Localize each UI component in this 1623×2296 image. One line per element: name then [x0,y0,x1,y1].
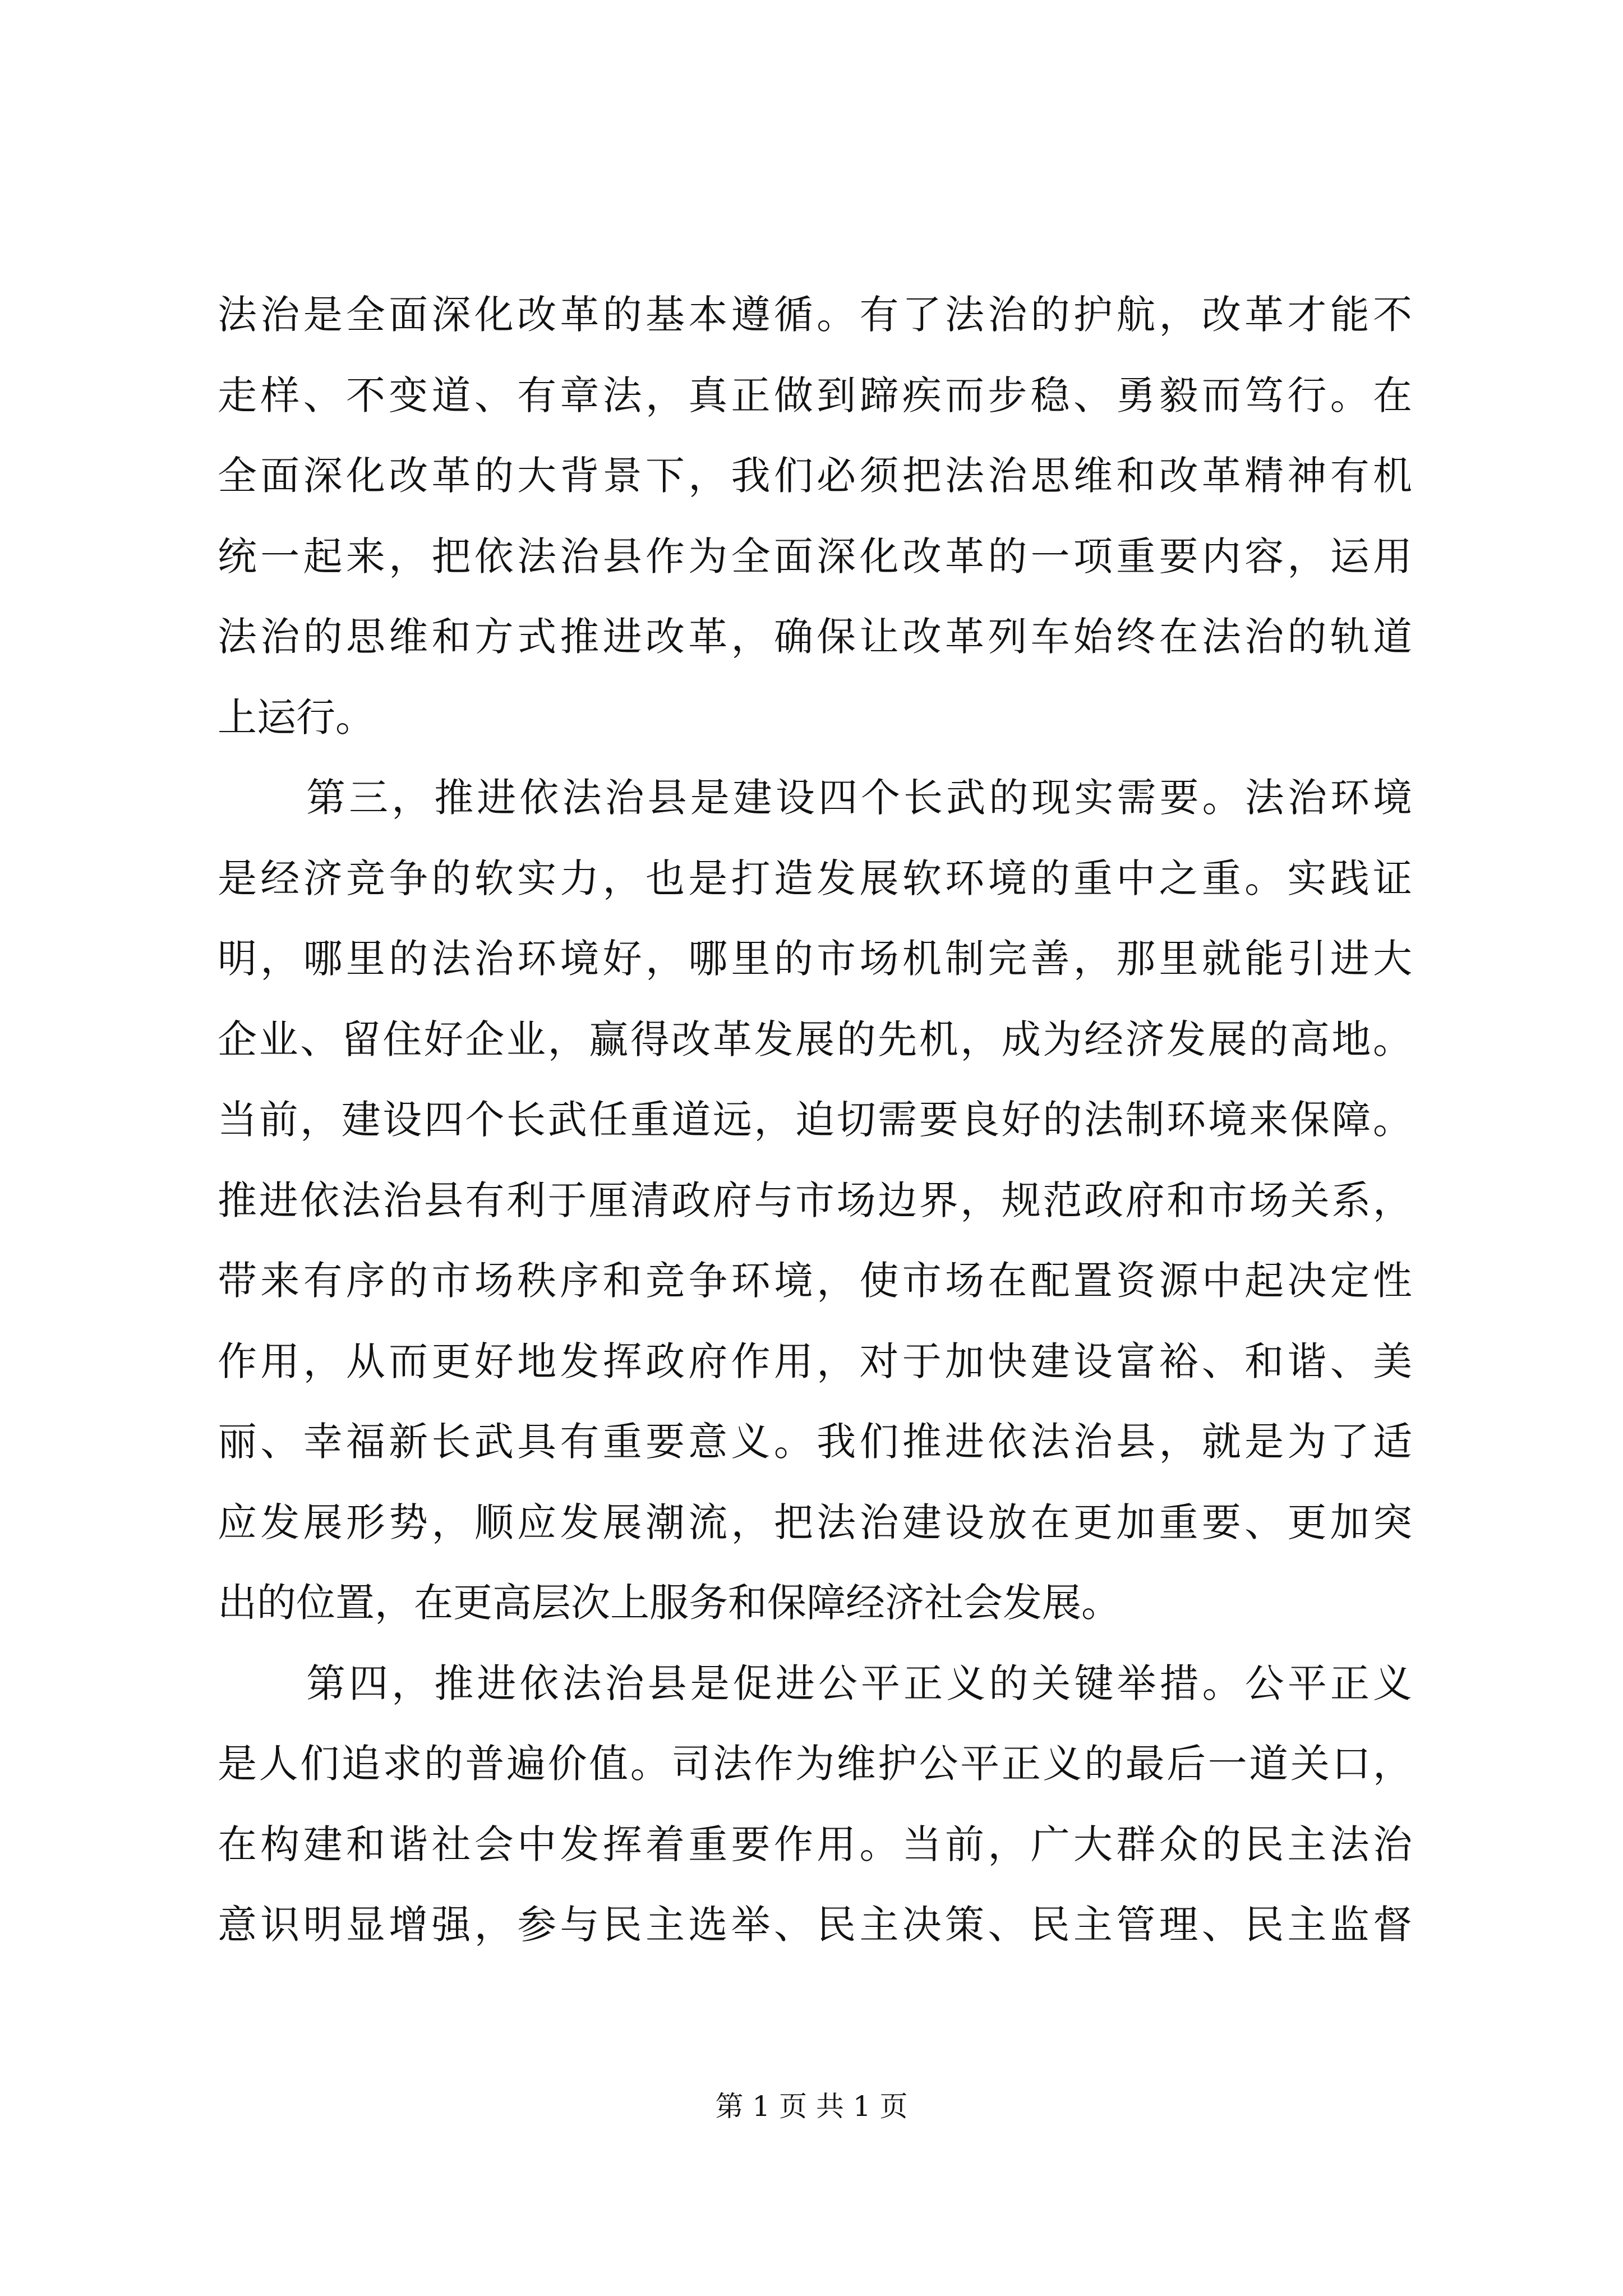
paragraph-first-line: 第三，推进依法治县是建设四个长武的现实需要。法治环境 [306,775,1412,821]
text-line: 在构建和谐社会中发挥着重要作用。当前，广大群众的民主法治 [218,1821,1412,1867]
text-line: 意识明显增强，参与民主选举、民主决策、民主管理、民主监督 [218,1902,1412,1948]
text-line: 法治的思维和方式推进改革，确保让改革列车始终在法治的轨道 [218,614,1412,660]
text-line: 带来有序的市场秩序和竞争环境，使市场在配置资源中起决定性 [218,1258,1412,1304]
text-line: 是人们追求的普遍价值。司法作为维护公平正义的最后一道关口， [218,1741,1412,1787]
text-line: 当前，建设四个长武任重道远，迫切需要良好的法制环境来保障。 [218,1097,1412,1143]
text-line: 推进依法治县有利于厘清政府与市场边界，规范政府和市场关系， [218,1177,1412,1223]
text-line: 全面深化改革的大背景下，我们必须把法治思维和改革精神有机 [218,453,1412,499]
text-line: 明，哪里的法治环境好，哪里的市场机制完善，那里就能引进大 [218,936,1412,982]
text-line: 走样、不变道、有章法，真正做到蹄疾而步稳、勇毅而笃行。在 [218,372,1412,418]
text-line: 丽、幸福新长武具有重要意义。我们推进依法治县，就是为了适 [218,1419,1412,1465]
text-line: 统一起来，把依法治县作为全面深化改革的一项重要内容，运用 [218,533,1412,579]
text-line: 法治是全面深化改革的基本遵循。有了法治的护航，改革才能不 [218,292,1412,338]
text-line: 企业、留住好企业，赢得改革发展的先机，成为经济发展的高地。 [218,1016,1412,1062]
page-footer: 第 1 页 共 1 页 [715,2090,908,2123]
text-line: 出的位置，在更高层次上服务和保障经济社会发展。 [218,1580,1121,1626]
text-line: 作用，从而更好地发挥政府作用，对于加快建设富裕、和谐、美 [218,1338,1412,1384]
body-text [218,275,1412,1966]
text-line: 应发展形势，顺应发展潮流，把法治建设放在更加重要、更加突 [218,1499,1412,1545]
text-line: 上运行。 [218,694,375,740]
paragraph-first-line: 第四，推进依法治县是促进公平正义的关键举措。公平正义 [306,1660,1412,1706]
text-line: 是经济竞争的软实力，也是打造发展软环境的重中之重。实践证 [218,855,1412,901]
